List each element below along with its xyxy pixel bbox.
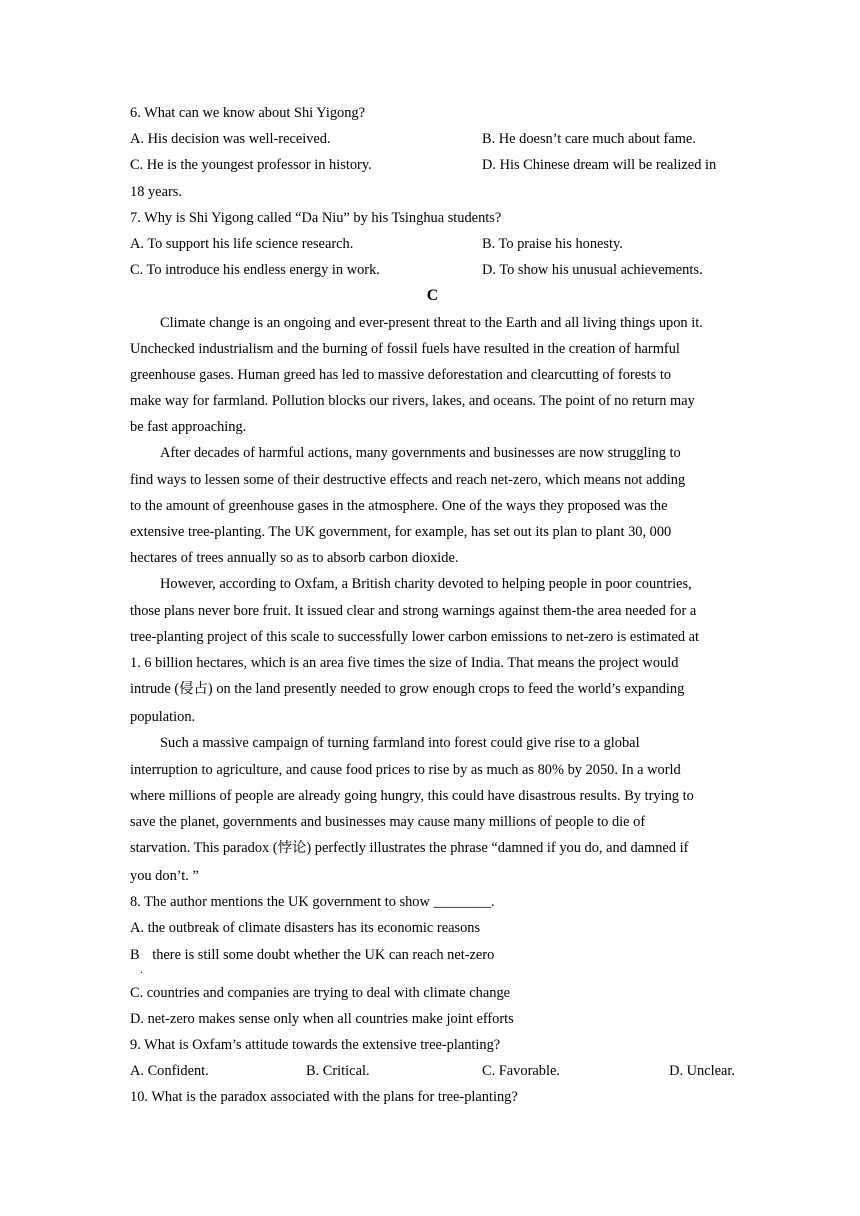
paragraph-line: find ways to lessen some of their destructive effects and reach net-zero, which means not adding bbox=[130, 471, 686, 488]
paragraph-line: you don’t. ” bbox=[130, 868, 199, 885]
question-8-option-b-dot: . bbox=[140, 961, 143, 976]
paragraph-line: be fast approaching. bbox=[130, 419, 247, 436]
question-6-options-row-2 bbox=[130, 152, 735, 178]
question-10-stem: 10. What is the paradox associated with the plans for tree-planting? bbox=[130, 1089, 518, 1106]
paragraph-line: make way for farmland. Pollution blocks our rivers, lakes, and oceans. The point of no return may bbox=[130, 393, 695, 410]
question-6-option-c: C. He is the youngest professor in history. bbox=[130, 157, 372, 174]
passage-paragraph-4 bbox=[130, 730, 735, 889]
paragraph-line: population. bbox=[130, 709, 196, 726]
question-8-option-d: D. net-zero makes sense only when all countries make joint efforts bbox=[130, 1010, 514, 1027]
question-9-option-c: C. Favorable. bbox=[482, 1063, 560, 1080]
paragraph-line: save the planet, governments and businesses may cause many millions of people to die of bbox=[130, 813, 646, 830]
paragraph-line: starvation. This paradox (悖论) perfectly illustrates the phrase “damned if you do, and damned if bbox=[130, 840, 689, 857]
question-8-option-b-text: there is still some doubt whether the UK can reach net-zero bbox=[152, 946, 495, 963]
exam-page bbox=[130, 100, 735, 1111]
question-6-option-d-continued: 18 years. bbox=[130, 183, 182, 200]
question-7-option-a: A. To support his life science research. bbox=[130, 235, 354, 252]
question-7-option-d: D. To show his unusual achievements. bbox=[482, 262, 703, 279]
paragraph-line: to the amount of greenhouse gases in the atmosphere. One of the ways they proposed was the bbox=[130, 497, 668, 514]
question-7-option-b: B. To praise his honesty. bbox=[482, 235, 623, 252]
question-8-option-b-letter: B bbox=[130, 946, 140, 963]
question-8-option-a: A. the outbreak of climate disasters has its economic reasons bbox=[130, 920, 481, 937]
question-9-option-b: B. Critical. bbox=[306, 1063, 370, 1080]
paragraph-line: Such a massive campaign of turning farmland into forest could give rise to a global bbox=[160, 735, 640, 752]
paragraph-line: intrude (侵占) on the land presently needed to grow enough crops to feed the world’s expanding bbox=[130, 681, 685, 698]
question-8-stem: 8. The author mentions the UK government to show ________. bbox=[130, 894, 495, 911]
passage-paragraph-2 bbox=[130, 440, 735, 571]
question-6-option-d: D. His Chinese dream will be realized in bbox=[482, 157, 717, 174]
paragraph-line: extensive tree-planting. The UK government, for example, has set out its plan to plant 30, 000 bbox=[130, 524, 672, 540]
question-8-option-c: C. countries and companies are trying to deal with climate change bbox=[130, 984, 511, 1001]
section-c-title: C bbox=[426, 287, 439, 305]
paragraph-line: where millions of people are already going hungry, this could have disastrous results. By trying to bbox=[130, 787, 694, 804]
question-9-stem: 9. What is Oxfam’s attitude towards the extensive tree-planting? bbox=[130, 1037, 501, 1053]
paragraph-line: greenhouse gases. Human greed has led to massive deforestation and clearcutting of forests to bbox=[130, 366, 672, 383]
question-6-option-a: A. His decision was well-received. bbox=[130, 131, 331, 148]
question-7-options-row-2 bbox=[130, 257, 735, 283]
question-6-option-b: B. He doesn’t care much about fame. bbox=[482, 131, 696, 148]
paragraph-line: interruption to agriculture, and cause food prices to rise by as much as 80% by 2050. In a world bbox=[130, 761, 681, 778]
paragraph-line: Climate change is an ongoing and ever-present threat to the Earth and all living things upon it. bbox=[160, 314, 703, 331]
paragraph-line: 1. 6 billion hectares, which is an area five times the size of India. That means the project would bbox=[130, 654, 679, 671]
question-6-options-row-1 bbox=[130, 126, 735, 152]
question-9-option-d: D. Unclear. bbox=[669, 1063, 735, 1080]
question-7-options-row-1 bbox=[130, 231, 735, 257]
paragraph-line: Unchecked industrialism and the burning of fossil fuels have resulted in the creation of harmful bbox=[130, 340, 680, 357]
question-9-options bbox=[130, 1058, 735, 1084]
question-7-option-c: C. To introduce his endless energy in work. bbox=[130, 262, 380, 279]
paragraph-line: tree-planting project of this scale to successfully lower carbon emissions to net-zero is estimated at bbox=[130, 628, 700, 645]
question-7-stem: 7. Why is Shi Yigong called “Da Niu” by his Tsinghua students? bbox=[130, 209, 502, 226]
question-8-option-b bbox=[130, 942, 735, 980]
question-6-stem: 6. What can we know about Shi Yigong? bbox=[130, 105, 366, 121]
passage-paragraph-1 bbox=[130, 310, 735, 441]
paragraph-line: hectares of trees annually so as to absorb carbon dioxide. bbox=[130, 550, 459, 567]
question-9-option-a: A. Confident. bbox=[130, 1063, 209, 1080]
passage-paragraph-3 bbox=[130, 571, 735, 730]
paragraph-line: After decades of harmful actions, many governments and businesses are now struggling to bbox=[160, 445, 681, 462]
paragraph-line: However, according to Oxfam, a British charity devoted to helping people in poor countries, bbox=[160, 576, 692, 593]
paragraph-line: those plans never bore fruit. It issued clear and strong warnings against them-the area needed for a bbox=[130, 602, 697, 619]
